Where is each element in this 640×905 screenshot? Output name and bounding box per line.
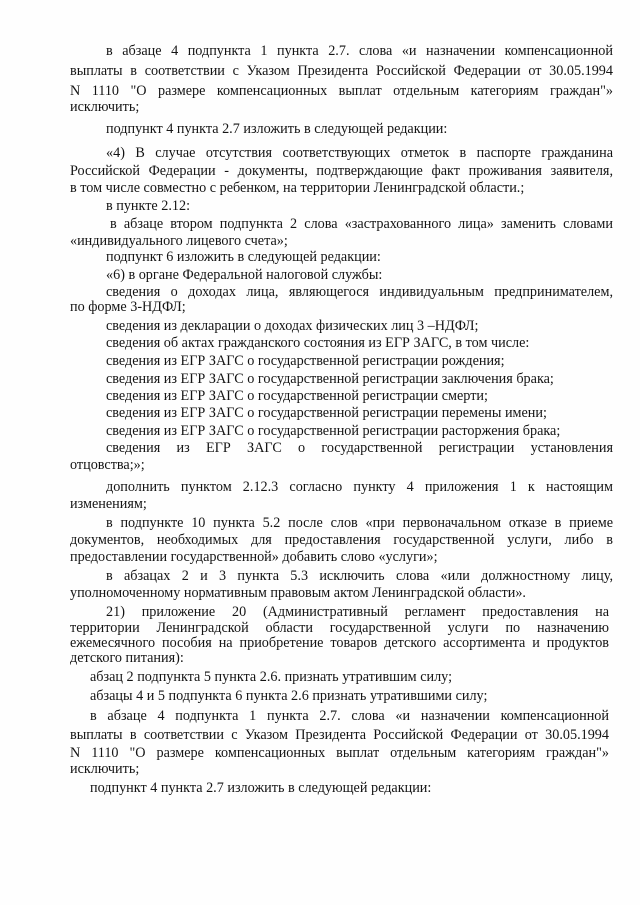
text-line: подпункт 6 изложить в следующей редакции:	[106, 249, 381, 265]
text-line: ежемесячного пособия на приобретение товаров детского ассортимента и продуктов	[70, 635, 609, 651]
text-line: сведения из декларации о доходах физических лиц 3 –НДФЛ;	[106, 318, 479, 334]
text-line: территории Ленинградской области государственной услуги по назначению	[70, 620, 609, 636]
text-line: документов, необходимых для предоставления государственной услуги, либо в	[70, 532, 613, 548]
text-line: абзацы 4 и 5 подпункта 6 пункта 2.6 признать утратившими силу;	[90, 688, 488, 704]
text-line: сведения из ЕГР ЗАГС о государственной регистрации рождения;	[106, 353, 505, 369]
text-line: в абзаце 4 подпункта 1 пункта 2.7. слова «и назначении компенсационной	[90, 708, 609, 724]
text-line: по форме 3-НДФЛ;	[70, 299, 186, 315]
text-line: в том числе совместно с ребенком, на территории Ленинградской области.;	[70, 180, 525, 196]
text-line: дополнить пунктом 2.12.3 согласно пункту 4 приложения 1 к настоящим	[106, 479, 613, 495]
text-line: сведения об актах гражданского состояния из ЕГР ЗАГС, в том числе:	[106, 335, 530, 351]
text-line: выплаты в соответствии с Указом Президента Российской Федерации от 30.05.1994	[70, 63, 613, 79]
text-line: «4) В случае отсутствия соответствующих отметок в паспорте гражданина	[106, 145, 613, 161]
text-line: исключить;	[70, 761, 140, 777]
text-line: исключить;	[70, 99, 140, 115]
text-line: абзац 2 подпункта 5 пункта 2.6. признать утратившим силу;	[90, 669, 453, 685]
text-line: выплаты в соответствии с Указом Президента Российской Федерации от 30.05.1994	[70, 727, 609, 743]
text-line: изменениям;	[70, 496, 147, 512]
text-line: N 1110 "О размере компенсационных выплат отдельным категориям граждан"»	[70, 83, 613, 99]
text-line: сведения из ЕГР ЗАГС о государственной регистрации заключения брака;	[106, 371, 554, 387]
text-line: сведения из ЕГР ЗАГС о государственной регистрации смерти;	[106, 388, 488, 404]
text-line: подпункт 4 пункта 2.7 изложить в следующей редакции:	[106, 121, 448, 137]
text-line: в пункте 2.12:	[106, 198, 191, 214]
text-line: уполномоченному нормативным правовым актом Ленинградской области».	[70, 585, 526, 601]
text-line: подпункт 4 пункта 2.7 изложить в следующей редакции:	[90, 780, 432, 796]
text-line: Российской Федерации - документы, подтверждающие факт проживания заявителя,	[70, 163, 613, 179]
text-line: в абзаце втором подпункта 2 слова «застрахованного лица» заменить словами	[110, 216, 613, 232]
text-line: сведения из ЕГР ЗАГС о государственной регистрации перемены имени;	[106, 405, 547, 421]
text-line: отцовства;»;	[70, 457, 145, 473]
text-line: в абзаце 4 подпункта 1 пункта 2.7. слова «и назначении компенсационной	[106, 43, 613, 59]
text-line: сведения из ЕГР ЗАГС о государственной регистрации расторжения брака;	[106, 423, 561, 439]
text-line: в подпункте 10 пункта 5.2 после слов «при первоначальном отказе в приеме	[106, 515, 613, 531]
text-line: «6) в органе Федеральной налоговой службы:	[106, 267, 383, 283]
text-line: сведения из ЕГР ЗАГС о государственной регистрации установления	[106, 440, 613, 456]
text-line: детского питания):	[70, 650, 184, 666]
text-line: «индивидуального лицевого счета»;	[70, 233, 288, 249]
text-line: сведения о доходах лица, являющегося индивидуальным предпринимателем,	[106, 284, 613, 300]
text-line: 21) приложение 20 (Административный регламент предоставления на	[106, 604, 609, 620]
text-line: в абзацах 2 и 3 пункта 5.3 исключить слова «или должностному лицу,	[106, 568, 613, 584]
text-line: предоставлении государственной» добавить слово «услуги»;	[70, 549, 438, 565]
text-line: N 1110 "О размере компенсационных выплат отдельным категориям граждан"»	[70, 745, 609, 761]
